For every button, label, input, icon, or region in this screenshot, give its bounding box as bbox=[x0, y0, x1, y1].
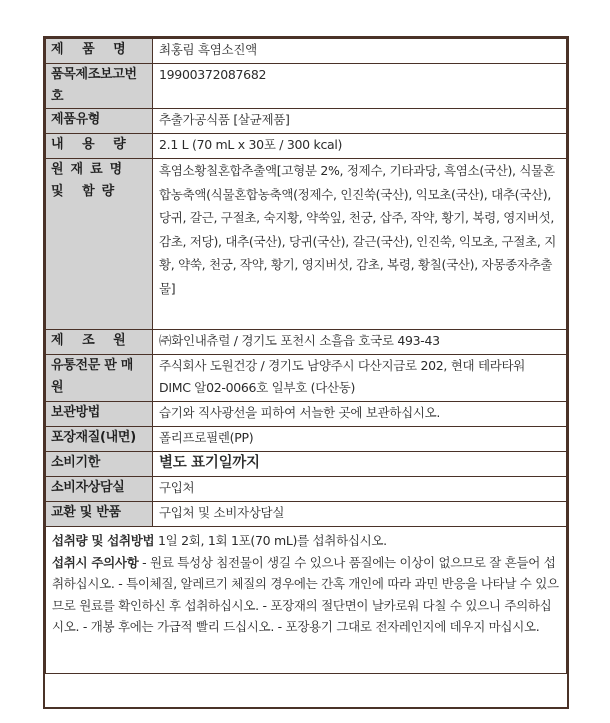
row-label-distributor: 유통전문 판 매 원 bbox=[46, 355, 153, 402]
row-label-storage: 보관방법 bbox=[46, 402, 153, 427]
product-info-table bbox=[45, 38, 567, 674]
table-row bbox=[46, 39, 567, 64]
row-label-volume: 내 용 량 bbox=[46, 134, 153, 159]
table-row bbox=[46, 159, 567, 330]
table-row bbox=[46, 477, 567, 502]
table-row bbox=[46, 527, 567, 674]
row-value-packaging: 폴리프로필렌(PP) bbox=[153, 427, 567, 452]
row-value-distributor: 주식회사 도원건강 / 경기도 남양주시 다산지금로 202, 현대 테라타워 DIMC 알02-0066호 일부호 (다산동) bbox=[153, 355, 567, 402]
table-row bbox=[46, 109, 567, 134]
row-value-ingredients: 흑염소황칠혼합추출액[고형분 2%, 정제수, 기타과당, 흑염소(국산), 식물혼합농축액(식물혼합농축액(정제수, 인진쑥(국산), 익모초(국산), 대추(국산), 당귀, 갈근, 구절초, 숙지황, 약쑥잎, 천궁, 삽주, 작약, 황기, 복령, 영지버섯, 감초, 저당), 대추(국산), 당귀(국산), 갈근(국산), 인진쑥, 익모초, 구절초, 지황, 약쑥, 천궁, 작약, 황기, 영지버섯, 감초, 복령, 황칠(국산), 자몽종자추출물] bbox=[153, 159, 567, 330]
intake-label: 섭취량 및 섭취방법 bbox=[52, 533, 155, 548]
table-row bbox=[46, 427, 567, 452]
row-value-manufacturer: ㈜화인내츄럴 / 경기도 포천시 소흘읍 호국로 493-43 bbox=[153, 330, 567, 355]
row-value-storage: 습기와 직사광선을 피하여 서늘한 곳에 보관하십시오. bbox=[153, 402, 567, 427]
table-row bbox=[46, 355, 567, 402]
table-row bbox=[46, 134, 567, 159]
caution-text: - 원료 특성상 침전물이 생길 수 있으나 품질에는 이상이 없으므로 잘 흔들어 섭취하십시오. - 특이체질, 알레르기 체질의 경우에는 간혹 개인에 따라 과민 반응을 나타날 수 있으므로 원료를 확인하신 후 섭취하십시오. - 포장재의 절단면이 날카로워 다칠 수 있으니 주의하십시오. - 개봉 후에는 가급적 빨리 드십시오. - 포장용기 그대로 전자레인지에 데우지 마십시오. bbox=[52, 554, 559, 634]
row-label-report-number: 품목제조보고번호 bbox=[46, 64, 153, 109]
row-label-expiry: 소비기한 bbox=[46, 452, 153, 477]
intake-line bbox=[52, 530, 560, 552]
row-value-product-name: 최홍림 흑염소진액 bbox=[153, 39, 567, 64]
row-label-manufacturer: 제 조 원 bbox=[46, 330, 153, 355]
row-value-volume: 2.1 L (70 mL x 30포 / 300 kcal) bbox=[153, 134, 567, 159]
table-row bbox=[46, 502, 567, 527]
row-label-ingredients: 원재료명 및 함량 bbox=[46, 159, 153, 330]
row-label-packaging: 포장재질(내면) bbox=[46, 427, 153, 452]
label-frame bbox=[43, 36, 569, 709]
row-label-consumer-center: 소비자상담실 bbox=[46, 477, 153, 502]
row-label-product-name: 제 품 명 bbox=[46, 39, 153, 64]
table-row bbox=[46, 64, 567, 109]
row-value-exchange-return: 구입처 및 소비자상담실 bbox=[153, 502, 567, 527]
caution-label: 섭취시 주의사항 bbox=[52, 554, 139, 570]
directions-cell bbox=[46, 527, 567, 674]
row-value-expiry: 별도 표기일까지 bbox=[153, 452, 567, 477]
table-row bbox=[46, 452, 567, 477]
row-label-exchange-return: 교환 및 반품 bbox=[46, 502, 153, 527]
row-value-consumer-center: 구입처 bbox=[153, 477, 567, 502]
row-value-product-type: 추출가공식품 [살균제품] bbox=[153, 109, 567, 134]
table-row bbox=[46, 330, 567, 355]
intake-text: 1일 2회, 1회 1포(70 mL)를 섭취하십시오. bbox=[158, 533, 387, 548]
row-label-product-type: 제품유형 bbox=[46, 109, 153, 134]
caution-block bbox=[52, 552, 560, 638]
table-row bbox=[46, 402, 567, 427]
row-value-report-number: 19900372087682 bbox=[153, 64, 567, 109]
